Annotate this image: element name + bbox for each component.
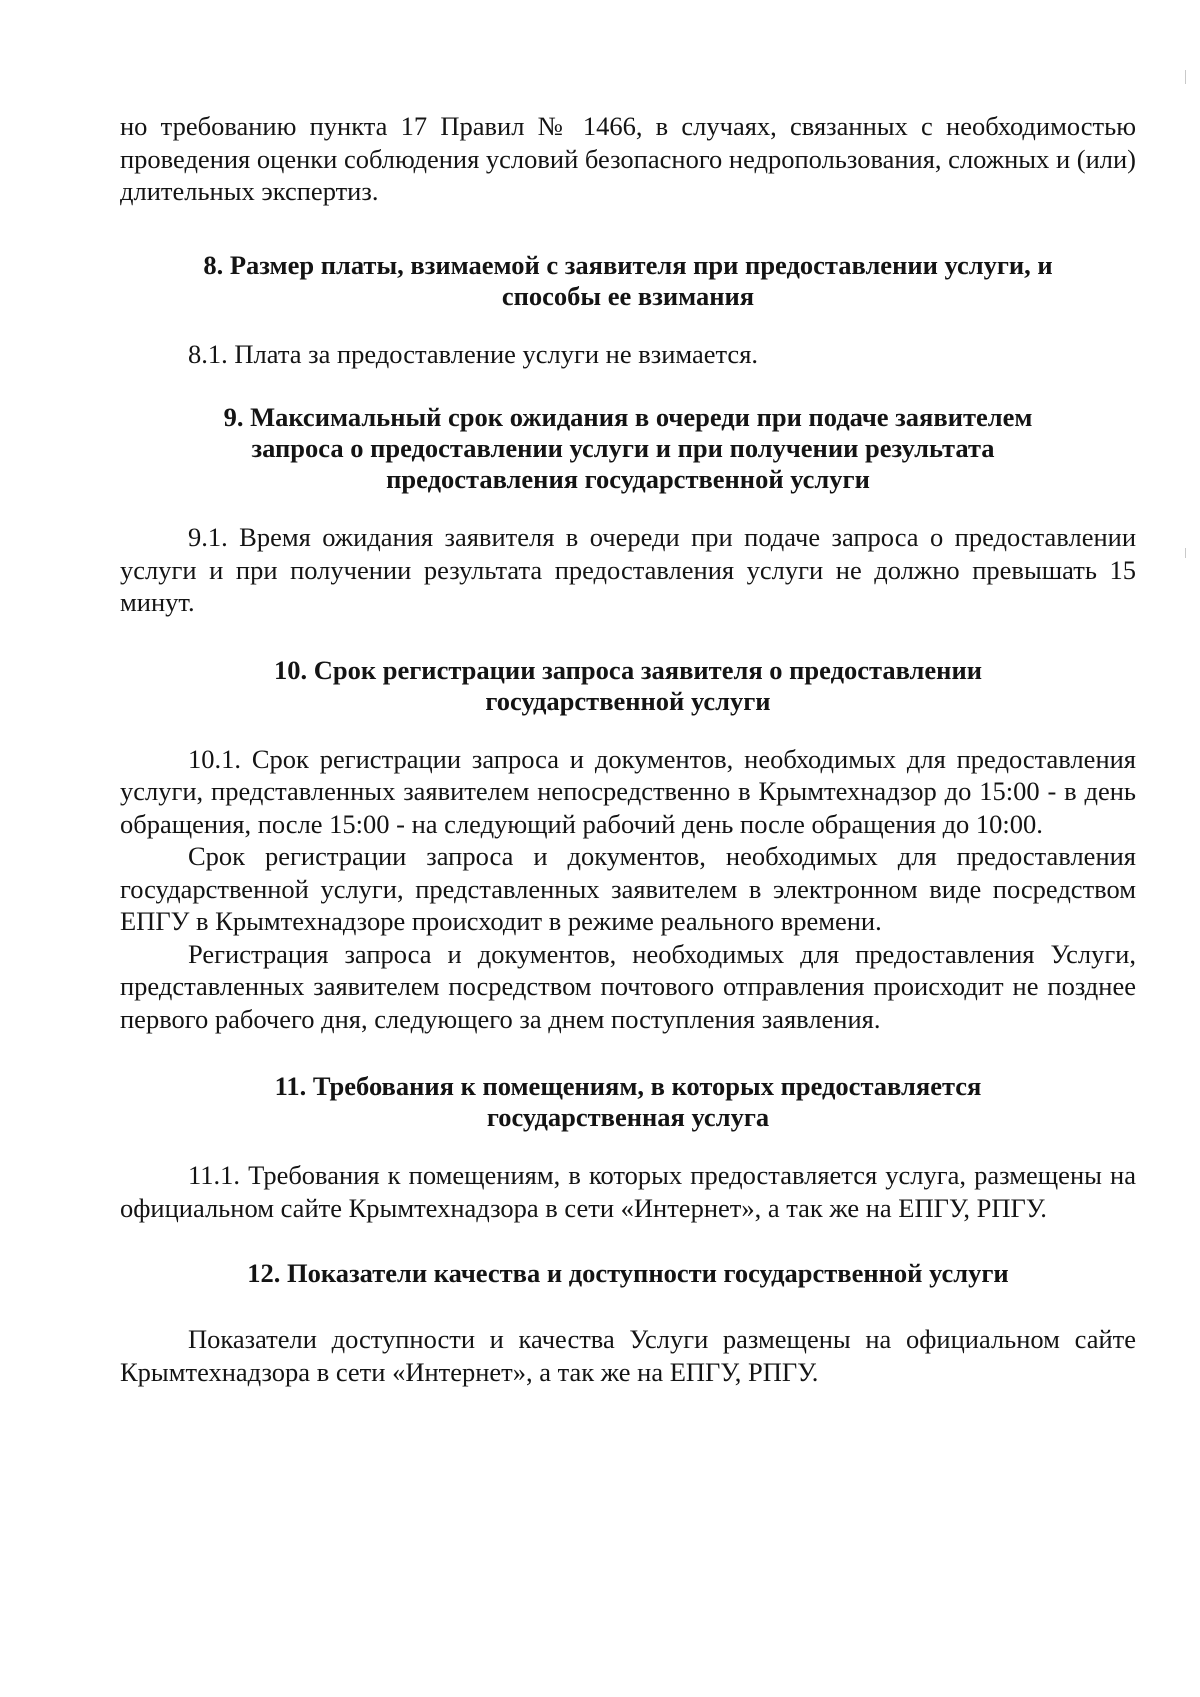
heading-line: способы ее взимания [501, 280, 755, 311]
section-10-heading [120, 655, 1136, 717]
scan-artifact [1185, 548, 1186, 558]
section-9 [120, 402, 1136, 619]
heading-line: 9. Максимальный срок ожидания в очереди при подаче заявителем [223, 402, 1033, 432]
section-10-paragraph-3: Регистрация запроса и документов, необходимых для предоставления Услуги, представленных заявителем посредством почтового отправления происходит не позднее первого рабочего дня, следующего за днем поступления заявления. [120, 938, 1136, 1034]
section-8 [120, 250, 1136, 371]
section-9-paragraph-1: 9.1. Время ожидания заявителя в очереди при подаче запроса о предоставлении услуги и при получении результата предоставления услуги не должно превышать 15 минут. [120, 522, 1136, 617]
scan-artifact [1185, 70, 1186, 84]
section-10-paragraph-1: 10.1. Срок регистрации запроса и документов, необходимых для предоставления услуги, представленных заявителем непосредственно в Крымтехнадзор до 15:00 - в день обращения, после 15:00 - на следующий рабочий день после обращения до 10:00. [120, 743, 1136, 839]
heading-line: 10. Срок регистрации запроса заявителя о предоставлении [274, 654, 982, 685]
heading-line: 11. Требования к помещениям, в которых предоставляется [274, 1071, 982, 1101]
section-8-paragraph-1: 8.1. Плата за предоставление услуги не взимается. [188, 338, 759, 369]
section-12 [120, 1258, 1136, 1388]
section-9-heading [120, 402, 1136, 495]
section-8-heading [120, 250, 1136, 312]
section-10 [120, 655, 1136, 1036]
section-11-heading [120, 1071, 1136, 1133]
heading-line: государственная услуга [486, 1102, 770, 1132]
section-10-paragraph-2: Срок регистрации запроса и документов, необходимых для предоставления государственной услуги, представленных заявителем в электронном виде посредством ЕПГУ в Крымтехнадзоре происходит в режиме реального времени. [120, 841, 1136, 936]
document-body [120, 110, 1136, 1388]
section-11 [120, 1071, 1136, 1224]
section-12-heading [120, 1258, 1136, 1289]
intro-paragraph: но требованию пункта 17 Правил № 1466, в случаях, связанных с необходимостью проведения оценки соблюдения условий безопасного недропользования, сложных и (или) длительных экспертиз. [120, 111, 1136, 206]
section-12-paragraph-1: Показатели доступности и качества Услуги размещены на официальном сайте Крымтехнадзора в сети «Интернет», а так же на ЕПГУ, РПГУ. [120, 1324, 1136, 1387]
heading-line: 12. Показатели качества и доступности государственной услуги [247, 1258, 1009, 1288]
heading-line: предоставления государственной услуги [386, 464, 870, 494]
heading-line: государственной услуги [485, 685, 771, 716]
section-11-paragraph-1: 11.1. Требования к помещениям, в которых предоставляется услуга, размещены на официальном сайте Крымтехнадзора в сети «Интернет», а так же на ЕПГУ, РПГУ. [120, 1160, 1136, 1223]
heading-line: 8. Размер платы, взимаемой с заявителя при предоставлении услуги, и [203, 249, 1053, 280]
heading-line: запроса о предоставлении услуги и при получении результата [251, 433, 995, 463]
